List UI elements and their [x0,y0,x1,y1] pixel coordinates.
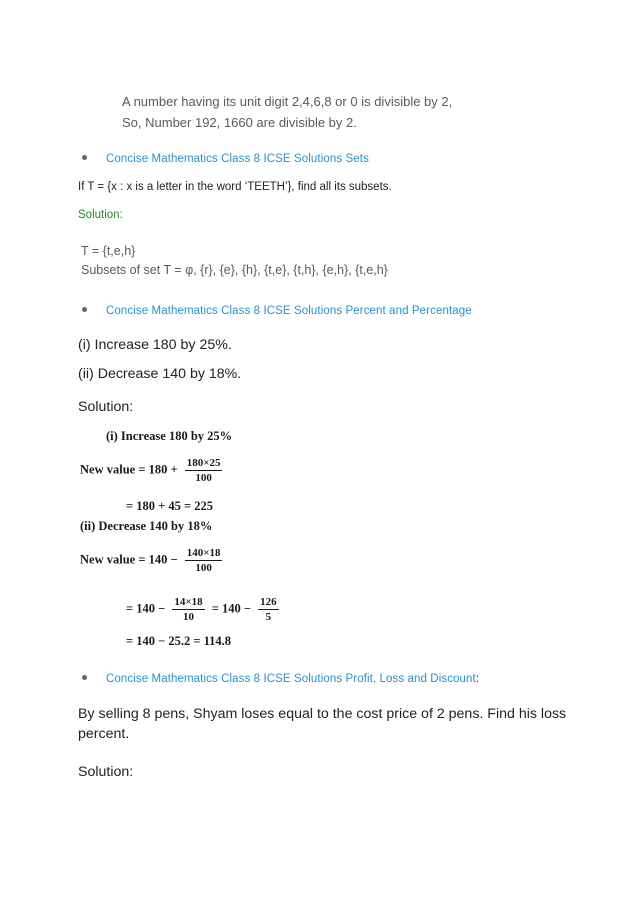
bullet-item-profit [82,673,479,685]
bullet-dot [82,155,87,160]
work-heading-1: (i) Increase 180 by 25% [106,429,233,443]
percent-q1: (i) Increase 180 by 25%. [78,337,232,353]
denominator: 5 [265,611,272,623]
work-step [126,596,283,623]
solution-label-percent: Solution: [78,399,134,415]
link-suffix: : [475,673,480,685]
work-text: New value = 140 − [80,552,178,567]
link-percent[interactable]: Concise Mathematics Class 8 ICSE Solutions Percent and Percentage [106,305,472,317]
work-new-value-2 [80,547,226,574]
work-result-2: = 140 − 25.2 = 114.8 [126,634,232,648]
solution-label-sets: Solution: [78,209,123,221]
link-sets[interactable]: Concise Mathematics Class 8 ICSE Solutions Sets [106,153,369,165]
image-line: A number having its unit digit 2,4,6,8 or 0 is divisible by 2, [122,94,453,109]
work-text: New value = 180 + [80,462,178,477]
fraction [185,457,223,484]
numerator: 14×18 [174,596,203,608]
numerator: 180×25 [186,457,221,469]
denominator: 10 [183,611,195,623]
denominator: 100 [195,472,212,484]
work-text: = 140 − [211,601,252,616]
solution-label-profit: Solution: [78,764,134,780]
numerator: 140×18 [186,547,221,559]
fraction [185,547,223,574]
bullet-dot [82,307,87,312]
bullet-item-percent [82,305,472,317]
question-line: By selling 8 pens, Shyam loses equal to the cost price of 2 pens. Find his loss [78,706,567,722]
fraction [172,596,204,623]
bullet-item-sets [82,153,369,165]
link-profit[interactable]: Concise Mathematics Class 8 ICSE Solutions Profit, Loss and Discount [106,673,476,685]
question-line: percent. [78,726,130,742]
profit-question [78,704,598,744]
work-result-1: = 180 + 45 = 225 [126,499,213,513]
denominator: 100 [195,562,212,574]
image-line: T = {t,e,h} [81,244,136,258]
image-line: Subsets of set T = φ, {r}, {e}, {h}, {t,e}, {t,h}, {e,h}, {t,e,h} [81,263,388,277]
percent-q2: (ii) Decrease 140 by 18%. [78,366,242,382]
work-text: = 140 − [126,601,166,616]
image-line: So, Number 192, 1660 are divisible by 2. [122,115,357,130]
fraction [258,596,279,623]
sets-question: If T = {x : x is a letter in the word ‘TEETH’}, find all its subsets. [78,181,392,193]
divisibility-image [122,92,482,133]
percent-work-image [80,426,340,656]
work-heading-2: (ii) Decrease 140 by 18% [80,519,213,533]
bullet-dot [82,675,87,680]
numerator: 126 [260,596,277,608]
subsets-image [81,242,421,280]
work-new-value-1 [80,457,226,484]
